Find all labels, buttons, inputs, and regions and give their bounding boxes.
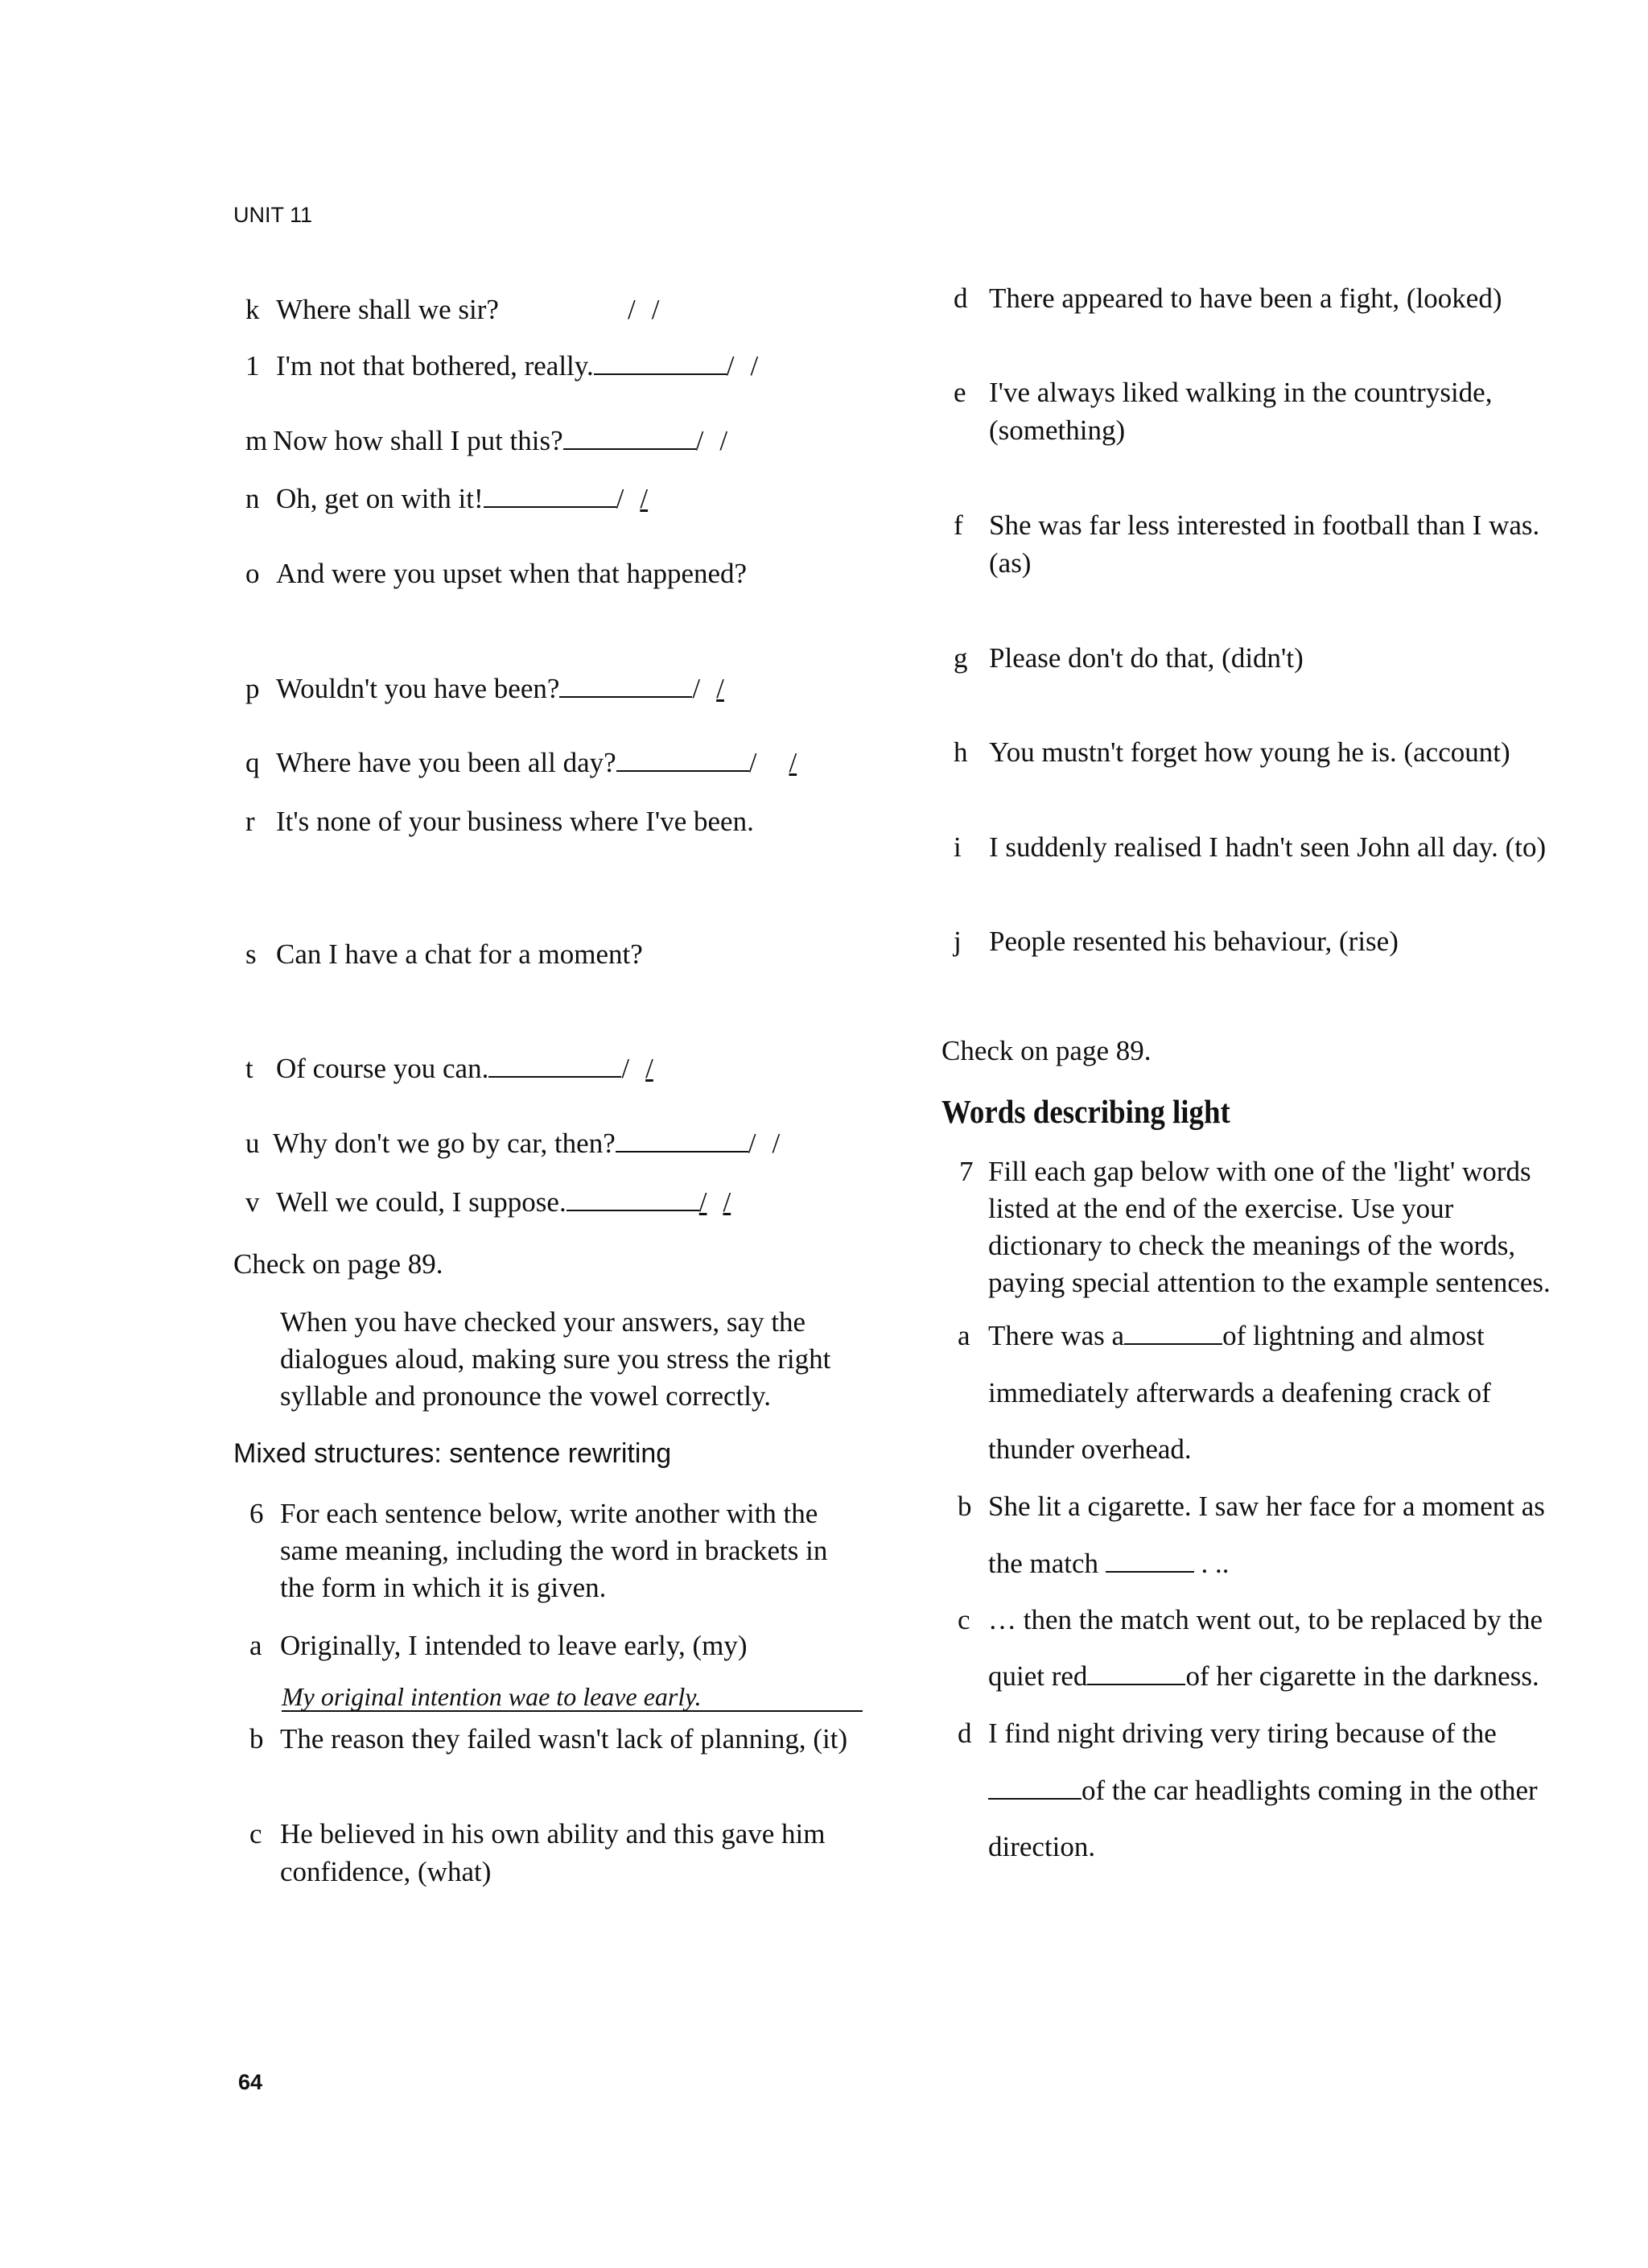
exercise-7d: d I find night driving very tiring because of the	[958, 1717, 1497, 1749]
exercise-7c-line2: quiet red of her cigarette in the darkness.	[988, 1660, 1539, 1692]
exercise-item-l: 1 I'm not that bothered, really. / /	[245, 350, 759, 381]
exercise-7d-line2: of the car headlights coming in the other	[988, 1772, 1538, 1809]
answer-blank[interactable]	[988, 1774, 1082, 1800]
section-title-words-light: Words describing light	[941, 1093, 1230, 1130]
exercise-7c: c … then the match went out, to be replaced by the	[958, 1604, 1543, 1635]
exercise-item-t: t Of course you can. / /	[245, 1053, 653, 1084]
answer-blank[interactable]	[566, 1186, 699, 1211]
exercise-item-f: f She was far less interested in football than I was.	[954, 509, 1540, 541]
exercise-7-number: 7	[959, 1156, 974, 1187]
answer-blank[interactable]	[1087, 1660, 1185, 1685]
answer-blank[interactable]	[1106, 1547, 1194, 1573]
exercise-item-d: d There appeared to have been a fight, (looked)	[954, 282, 1502, 314]
answer-blank[interactable]	[484, 482, 616, 508]
exercise-6-number: 6	[249, 1498, 264, 1529]
exercise-item-r: r It's none of your business where I've been.	[245, 806, 754, 837]
unit-header: UNIT 11	[233, 203, 313, 227]
exercise-item-h: h You mustn't forget how young he is. (account)	[954, 736, 1510, 768]
stress-slash: /	[627, 294, 636, 325]
exercise-item-o: o And were you upset when that happened?	[245, 558, 748, 589]
exercise-item-e: e I've always liked walking in the countryside,	[954, 377, 1493, 408]
exercise-item-q: q Where have you been all day? / /	[245, 747, 797, 778]
exercise-item-s: s Can I have a chat for a moment?	[245, 938, 643, 970]
exercise-7-instructions: Fill each gap below with one of the 'light' words listed at the end of the exercise. Use your dictionary to check the meanings of the words, paying special attention to the example sentences.	[988, 1156, 1551, 1298]
answer-blank[interactable]	[616, 1127, 748, 1153]
exercise-item-j: j People resented his behaviour, (rise)	[954, 926, 1399, 957]
exercise-item-i: i I suddenly realised I hadn't seen John all day. (to)	[954, 831, 1547, 863]
page-number: 64	[238, 2070, 263, 2094]
exercise-item-p: p Wouldn't you have been? / /	[245, 673, 724, 704]
answer-blank[interactable]	[488, 1052, 621, 1078]
exercise-item-e-line2: (something)	[989, 414, 1126, 446]
exercise-item-k: k Where shall we sir? / /	[245, 291, 659, 328]
exercise-7b: b She lit a cigarette. I saw her face for a moment as	[958, 1491, 1545, 1522]
exercise-7d-line3: direction.	[988, 1831, 1096, 1862]
exercise-7a-line2: immediately afterwards a deafening crack of	[988, 1377, 1491, 1408]
exercise-item-f-line2: (as)	[989, 547, 1032, 579]
answer-blank[interactable]	[559, 672, 692, 698]
exercise-6c: c He believed in his own ability and this gave him	[249, 1818, 826, 1849]
exercise-6c-line2: confidence, (what)	[280, 1856, 492, 1887]
exercise-item-u: u Why don't we go by car, then? / /	[245, 1128, 781, 1159]
exercise-7a-line3: thunder overhead.	[988, 1433, 1192, 1465]
answer-blank[interactable]	[616, 746, 749, 772]
answer-line-6a[interactable]: My original intention wae to leave early.	[282, 1678, 863, 1712]
instruction-paragraph: When you have checked your answers, say the dialogues aloud, making sure you stress the right syllable and pronounce the vowel correctly.	[280, 1306, 831, 1412]
answer-blank[interactable]	[594, 349, 727, 375]
check-note: Check on page 89.	[233, 1248, 443, 1280]
stress-slash: /	[651, 294, 660, 325]
exercise-item-n: n Oh, get on with it! / /	[245, 483, 649, 514]
exercise-6a: a Originally, I intended to leave early, (my)	[249, 1630, 748, 1661]
exercise-7b-line2: the match . ..	[988, 1548, 1230, 1579]
section-title-mixed-structures: Mixed structures: sentence rewriting	[233, 1438, 672, 1469]
exercise-6-instructions: For each sentence below, write another with the same meaning, including the word in brackets in the form in which it is given.	[280, 1498, 828, 1603]
exercise-7a: a There was a of lightning and almost	[958, 1320, 1485, 1351]
answer-blank[interactable]	[563, 424, 696, 450]
exercise-item-v: v Well we could, I suppose. / /	[245, 1186, 731, 1218]
answer-blank[interactable]	[1124, 1319, 1222, 1345]
exercise-6b: b The reason they failed wasn't lack of planning, (it)	[249, 1723, 848, 1755]
check-note-right: Check on page 89.	[941, 1035, 1152, 1066]
exercise-item-m: m Now how shall I put this? / /	[245, 425, 728, 456]
exercise-item-g: g Please don't do that, (didn't)	[954, 642, 1304, 674]
